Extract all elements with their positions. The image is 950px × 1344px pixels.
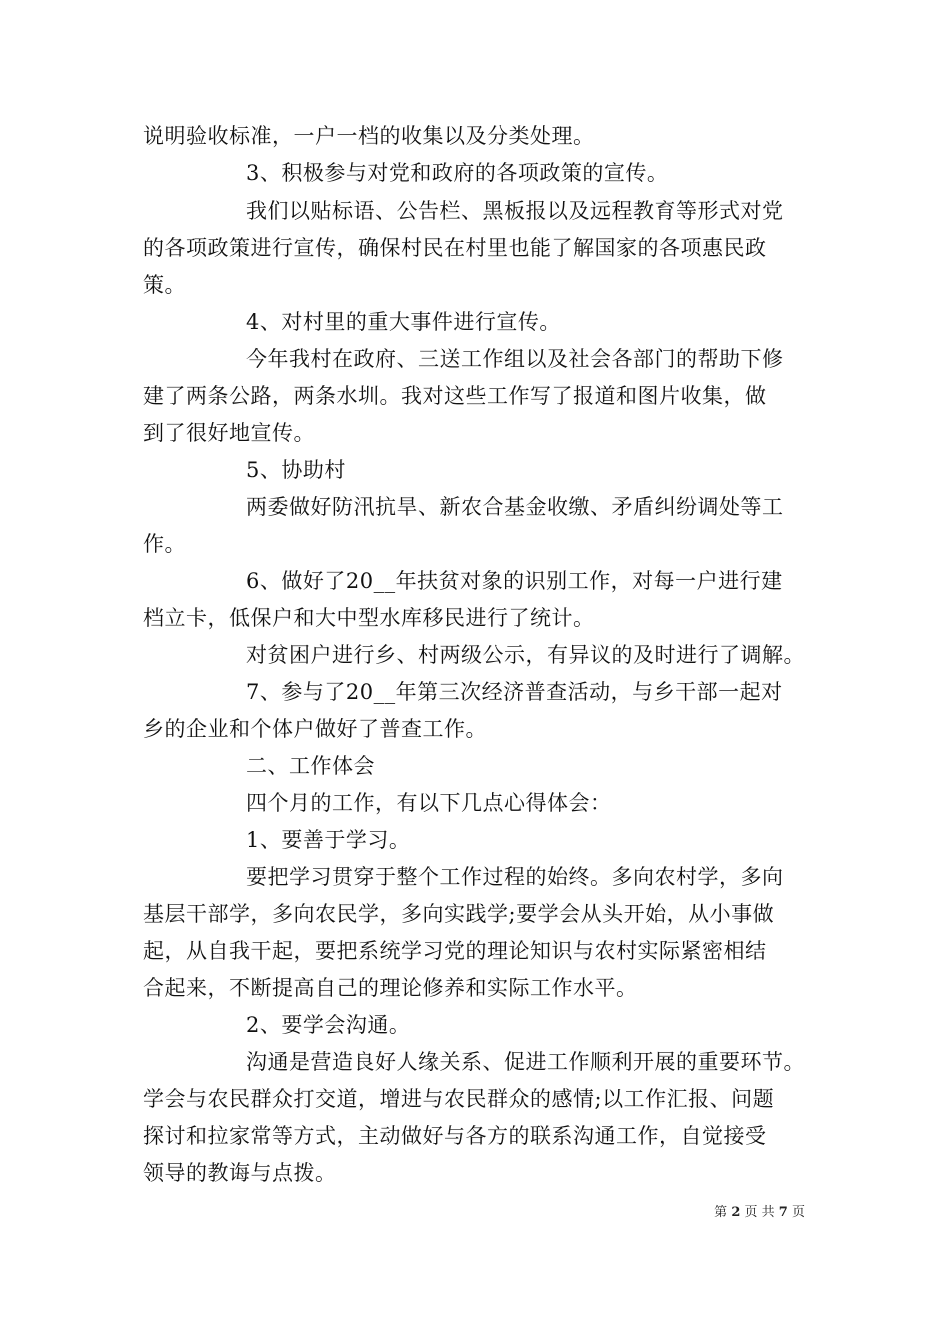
text-line: 6、做好了20__年扶贫对象的识别工作，对每一户进行建: [246, 569, 783, 593]
footer-prefix: 第: [714, 1205, 728, 1220]
text-line: 对贫困户进行乡、村两级公示，有异议的及时进行了调解。: [246, 643, 805, 667]
text-line: 合起来，不断提高自己的理论修养和实际工作水平。: [143, 976, 638, 1000]
text-line: 到了很好地宣传。: [143, 421, 315, 445]
text-line: 4、对村里的重大事件进行宣传。: [246, 310, 561, 334]
text-line: 基层干部学，多向农民学，多向实践学;要学会从头开始，从小事做: [143, 902, 775, 926]
text-line: 要把学习贯穿于整个工作过程的始终。多向农村学，多向: [246, 865, 784, 889]
text-line: 沟通是营造良好人缘关系、促进工作顺利开展的重要环节。: [246, 1050, 805, 1074]
text-line: 5、协助村: [246, 458, 346, 482]
text-line: 我们以贴标语、公告栏、黑板报以及远程教育等形式对党: [246, 199, 784, 223]
text-line: 7、参与了20__年第三次经济普查活动，与乡干部一起对: [246, 680, 783, 704]
current-page-number: 2: [731, 1205, 741, 1220]
text-line: 两委做好防汛抗旱、新农合基金收缴、矛盾纠纷调处等工: [246, 495, 784, 519]
text-line: 3、积极参与对党和政府的各项政策的宣传。: [246, 161, 669, 185]
footer-middle: 页 共: [744, 1205, 775, 1220]
text-line: 四个月的工作，有以下几点心得体会：: [246, 791, 612, 815]
text-line: 档立卡，低保户和大中型水库移民进行了统计。: [143, 606, 595, 630]
section-heading: 二、工作体会: [246, 754, 375, 778]
text-line: 今年我村在政府、三送工作组以及社会各部门的帮助下修: [246, 347, 784, 371]
text-line: 起，从自我干起，要把系统学习党的理论知识与农村实际紧密相结: [143, 939, 767, 963]
footer-suffix: 页: [791, 1205, 805, 1220]
text-line: 作。: [143, 532, 186, 556]
text-line: 探讨和拉家常等方式，主动做好与各方的联系沟通工作，自觉接受: [143, 1124, 767, 1148]
total-page-number: 7: [778, 1205, 788, 1220]
text-line: 建了两条公路，两条水圳。我对这些工作写了报道和图片收集，做: [143, 384, 767, 408]
text-line: 说明验收标准，一户一档的收集以及分类处理。: [143, 124, 595, 148]
text-line: 领导的教诲与点拨。: [143, 1161, 337, 1185]
text-line: 乡的企业和个体户做好了普查工作。: [143, 717, 487, 741]
text-line: 的各项政策进行宣传，确保村民在村里也能了解国家的各项惠民政: [143, 236, 767, 260]
page-number-footer: [714, 1204, 805, 1222]
text-line: 策。: [143, 273, 186, 297]
text-line: 1、要善于学习。: [246, 828, 411, 852]
text-line: 学会与农民群众打交道，增进与农民群众的感情;以工作汇报、问题: [143, 1087, 775, 1111]
text-line: 2、要学会沟通。: [246, 1013, 411, 1037]
